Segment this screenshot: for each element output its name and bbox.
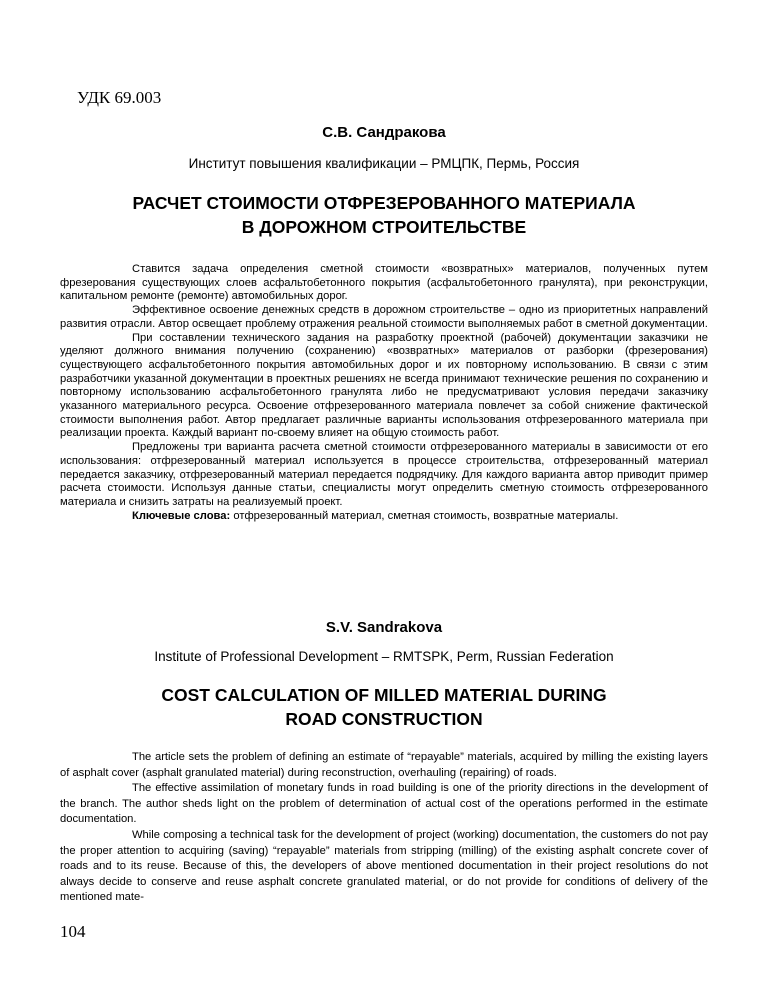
title-ru-line-1: РАСЧЕТ СТОИМОСТИ ОТФРЕЗЕРОВАННОГО МАТЕРИАЛА [132,193,636,213]
abstract-en-paragraph: While composing a technical task for the development of project (working) documentation, the customers do not pay the proper attention to acquiring (saving) “repayable” materials from stripping (milling) of the existing asphalt concrete cover of roads and to its reuse. Because of this, the developers of above mentioned documentation in their project resolutions do not always decide to conserve and reuse asphalt concrete granulated material, or do not provide for conditions of delivery of the mentioned mate- [60,828,708,904]
author-en: S.V. Sandrakova [325,619,443,636]
abstract-ru-paragraph: При составлении технического задания на разработку проектной (рабочей) документации заказчики не уделяют должного внимания получению (сохранению) «возвратных» материалов от разборки (фрезерования) существующего асфальтобетонного покрытия автомобильных дорог и их повторному использованию. В связи с этим разработчики указанной документации в проектных решениях не всегда принимают технические решения по сохранению и повторному использованию асфальтобетонного гранулята либо не предусматривают условия передачи заказчику указанного материального ресурса. Освоение отфрезерованного материала повлечет за собой снижение фактической стоимости выполнения работ. Автор предлагает различные варианты использования отфрезерованного материала при реализации проекта. Каждый вариант по-своему влияет на общую стоимость работ. [60,331,708,440]
abstract-ru-paragraph: Эффективное освоение денежных средств в дорожном строительстве – одно из приоритетных направлений развития отрасли. Автор освещает проблему отражения реальной стоимости выполняемых работ в сметной документации. [60,304,708,330]
abstract-ru-paragraph: Ставится задача определения сметной стоимости «возвратных» материалов, полученных путем фрезерования существующих слоев асфальтобетонного покрытия (асфальтобетонного гранулята), при реконструкции, капитальном ремонте (ремонте) автомобильных дорог. [60,263,708,303]
title-en-line-1: COST CALCULATION OF MILLED MATERIAL DURING [161,685,607,705]
udk-code: УДК 69.003 [77,88,162,107]
author-ru: С.В. Сандракова [322,124,446,141]
keywords-label: Ключевые слова: [132,509,231,522]
abstract-en-paragraph: The effective assimilation of monetary funds in road building is one of the priority directions in the development of the branch. The author sheds light on the problem of determination of actual cost of the operations performed in the estimate documentation. [60,782,708,826]
abstract-ru-paragraph: Предложены три варианта расчета сметной стоимости отфрезерованного материалы в зависимости от его использования: отфрезерованный материал используется в процессе строительства, отфрезерованный материал передается заказчику, отфрезерованный материал передается подрядчику. Для каждого варианта автор приводит пример расчета стоимости. Используя данные статьи, специалисты могут определить сметную стоимость отфрезерованного материала и снизить затраты на реализуемый проект. [60,441,708,508]
abstract-en-paragraph: The article sets the problem of defining an estimate of “repayable” materials, acquired by milling the existing layers of asphalt cover (asphalt granulated material) during reconstruction, overhauling (repairing) of roads. [60,751,708,779]
affiliation-ru: Институт повышения квалификации – РМЦПК, Пермь, Россия [188,156,580,171]
page-number: 104 [60,922,86,941]
title-ru [80,191,688,239]
abstract-ru [60,263,708,523]
title-ru-line-2: В ДОРОЖНОМ СТРОИТЕЛЬСТВЕ [241,217,527,237]
title-en-line-2: ROAD CONSTRUCTION [285,709,483,729]
keywords-ru [60,510,708,524]
title-en [80,683,688,731]
abstract-en [60,750,708,906]
affiliation-en: Institute of Professional Development – RMTSPK, Perm, Russian Federation [154,649,614,664]
keywords-text: отфрезерованный материал, сметная стоимость, возвратные материалы. [230,509,619,522]
